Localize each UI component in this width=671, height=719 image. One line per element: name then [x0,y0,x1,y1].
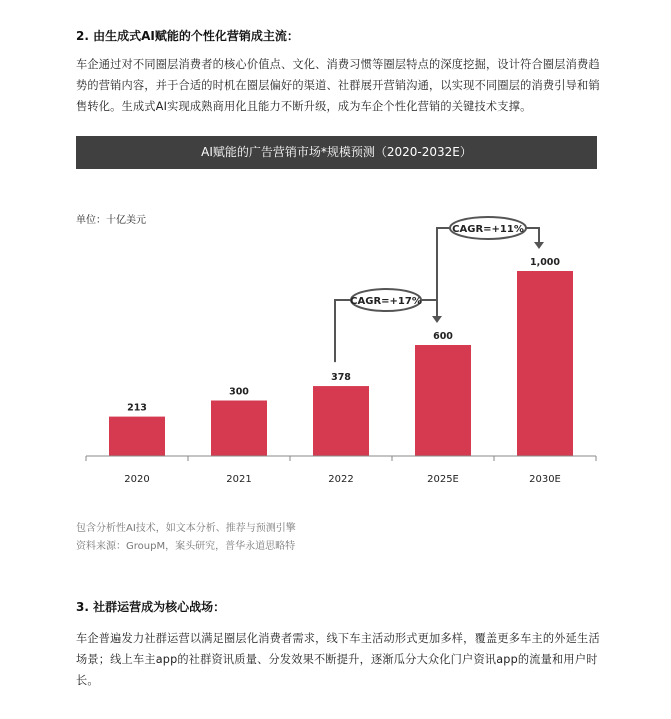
value-label-2025E: 600 [433,331,453,342]
chart-unit-label: 单位：十亿美元 [76,215,146,226]
section2-heading: 2. 由生成式AI赋能的个性化营销成主流： [76,29,299,43]
value-label-2022: 378 [331,372,351,384]
cagr-connector [335,300,351,362]
section3-heading: 3. 社群运营成为核心战场： [76,600,226,614]
cagr-connector [437,228,450,321]
chart-title: AI赋能的广告营销市场*规模预测（2020-2032E） [76,136,597,169]
bar-2025E [415,345,471,456]
cagr-connector [526,228,539,243]
bar-2022 [313,386,369,456]
x-tick-2022: 2022 [328,474,354,485]
cagr-label: CAGR=+11% [452,224,524,235]
x-tick-2025E: 2025E [427,474,459,485]
x-tick-2030E: 2030E [529,474,561,485]
chart-footnote: 包含分析性AI技术，如文本分析、推荐与预测引擎 [76,523,296,534]
bar-2020 [109,417,165,456]
value-label-2020: 213 [127,402,147,414]
cagr-connector [421,300,437,317]
value-label-2030E: 1,000 [529,257,561,268]
section2-paragraph: 车企通过对不同圈层消费者的核心价值点、文化、消费习惯等圈层特点的深度挖掘，设计符合圈层消费趋势的营销内容，并于合适的时机在圈层偏好的渠道、社群展开营销沟通，以实现不同圈层的消费引导和销售转化。生成式AI实现成熟商用化且能力不断升级，成为车企个性化营销的关键技术支撑。 [76,58,600,113]
x-tick-2021: 2021 [226,474,252,485]
bar-2021 [211,401,267,457]
cagr-arrowhead [534,242,544,249]
value-label-2021: 300 [229,386,249,398]
chart-source: 资料来源：GroupM，案头研究，普华永道思略特 [76,541,296,552]
section3-paragraph: 车企普遍发力社群运营以满足圈层化消费者需求，线下车主活动形式更加多样，覆盖更多车主的外延生活场景；线上车主app的社群资讯质量、分发效果不断提升，逐渐瓜分大众化门户资讯app的流量和用户时长。 [76,632,600,687]
x-tick-2020: 2020 [124,474,150,485]
cagr-label: CAGR=+17% [350,296,422,307]
bar-2030E [517,271,573,456]
